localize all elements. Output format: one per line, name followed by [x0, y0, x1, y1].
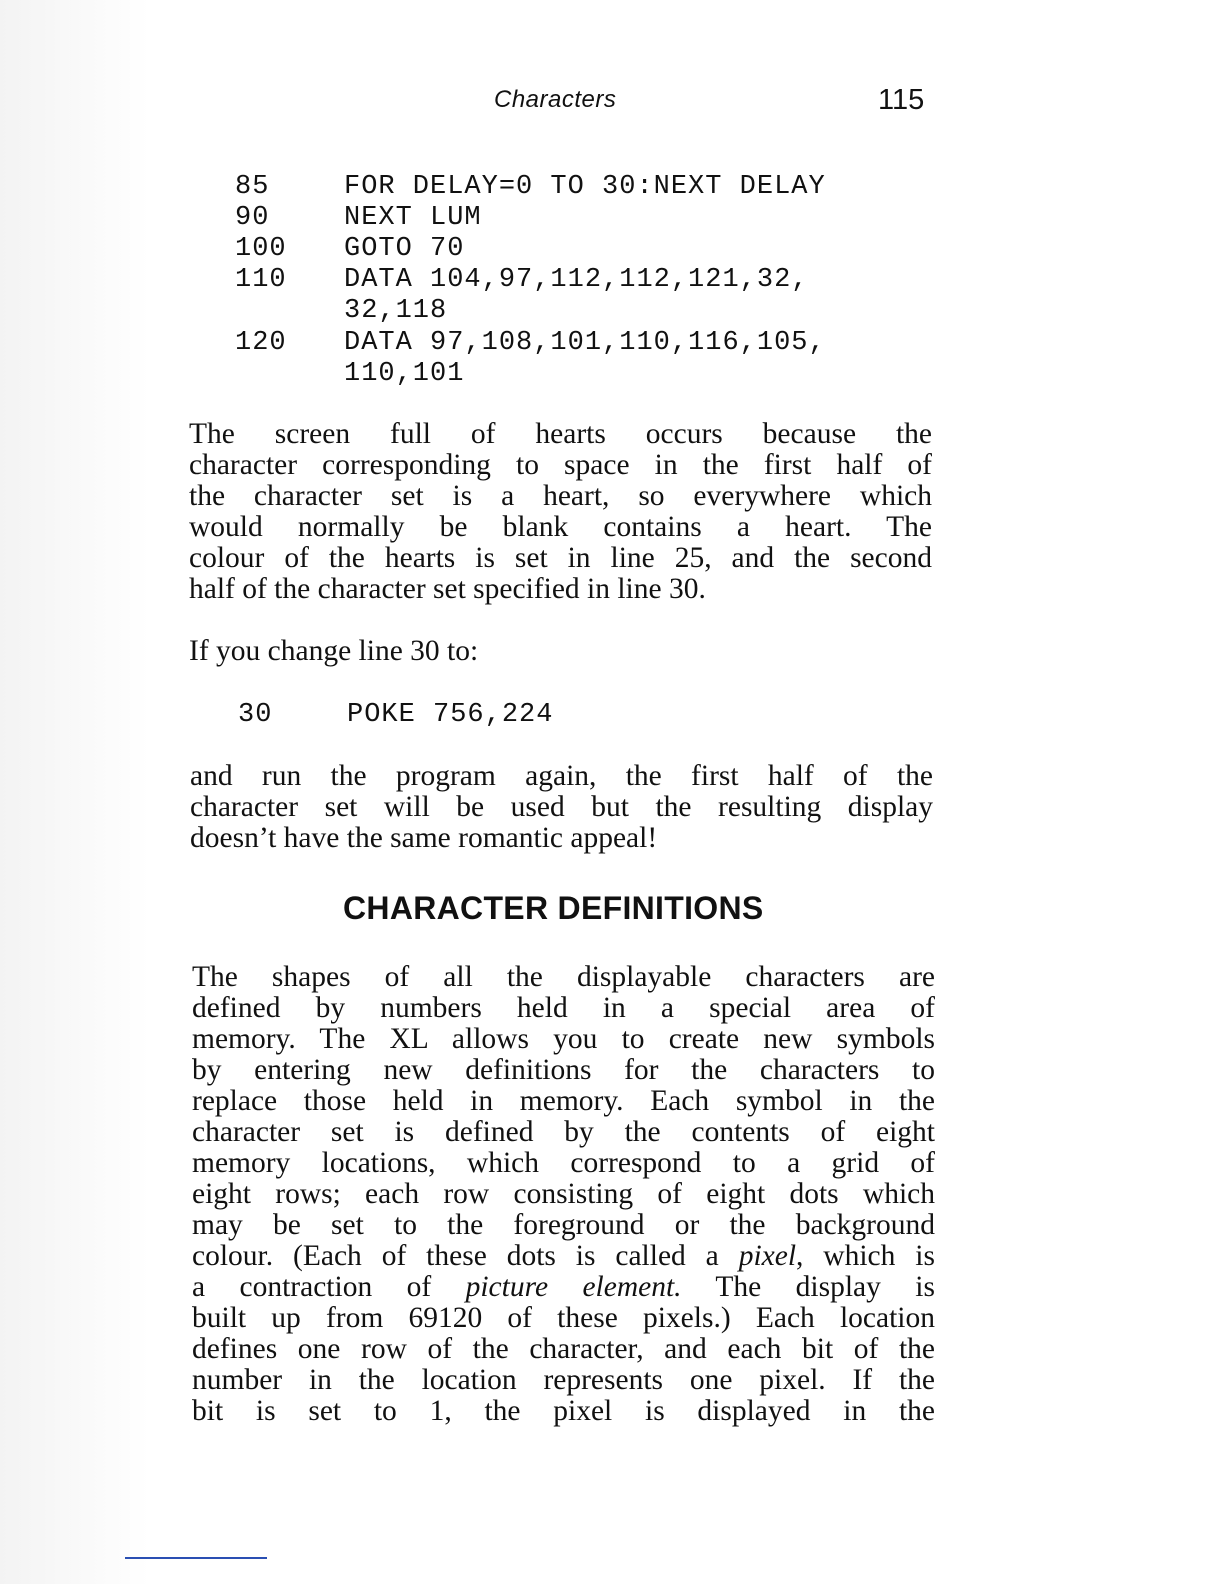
text-line: by entering new definitions for the characters to — [192, 1054, 935, 1086]
text-run: a contraction of — [192, 1271, 466, 1303]
line-number: 120 — [235, 328, 287, 358]
text-line: The shapes of all the displayable characters are — [192, 961, 935, 993]
line-number: 100 — [235, 234, 287, 264]
text-run: The display is — [681, 1271, 935, 1303]
text-line: character corresponding to space in the first half of — [189, 449, 932, 481]
text-line: may be set to the foreground or the background — [192, 1209, 935, 1241]
line-number: 90 — [235, 203, 270, 233]
code-text: FOR DELAY=0 TO 30:NEXT DELAY — [344, 172, 826, 202]
text-line: the character set is a heart, so everywhere which — [189, 480, 932, 512]
text-line — [192, 1241, 935, 1272]
text-line: The screen full of hearts occurs because the — [189, 418, 932, 450]
emphasis-pixel: pixel — [738, 1240, 797, 1272]
emphasis-picture-element: picture element. — [465, 1271, 682, 1303]
line-number: 30 — [238, 700, 273, 730]
line-number: 110 — [235, 265, 287, 295]
text-line: half of the character set specified in line 30. — [189, 573, 706, 605]
running-head: Characters — [494, 86, 617, 113]
code-text: DATA 97,108,101,110,116,105, — [344, 328, 826, 358]
code-text: GOTO 70 — [344, 234, 465, 264]
line-number: 85 — [235, 172, 270, 202]
text-line: would normally be blank contains a heart. The — [189, 511, 932, 543]
text-run: colour. (Each of these dots is called a — [192, 1240, 739, 1272]
text-line: defined by numbers held in a special area of — [192, 992, 935, 1024]
text-line: doesn’t have the same romantic appeal! — [190, 822, 658, 854]
text-line: defines one row of the character, and each bit of the — [192, 1333, 935, 1365]
text-line — [192, 1272, 935, 1303]
text-line: memory. The XL allows you to create new symbols — [192, 1023, 935, 1055]
code-text: DATA 104,97,112,112,121,32, — [344, 265, 809, 295]
text-run: , which is — [796, 1240, 935, 1272]
paragraph-change-line: If you change line 30 to: — [189, 635, 479, 667]
text-line: number in the location represents one pixel. If the — [192, 1364, 935, 1396]
section-heading: CHARACTER DEFINITIONS — [343, 890, 764, 926]
text-line: eight rows; each row consisting of eight dots which — [192, 1178, 935, 1210]
text-line: built up from 69120 of these pixels.) Each location — [192, 1302, 935, 1334]
text-line: colour of the hearts is set in line 25, and the second — [189, 542, 932, 574]
page-number: 115 — [878, 84, 925, 116]
code-text-continuation: 32,118 — [344, 296, 448, 326]
text-line: memory locations, which correspond to a grid of — [192, 1147, 935, 1179]
code-text: NEXT LUM — [344, 203, 482, 233]
paragraph-hearts-explanation — [189, 419, 932, 605]
code-text: POKE 756,224 — [347, 700, 554, 730]
paragraph-character-definitions — [192, 962, 935, 1427]
text-line: bit is set to 1, the pixel is displayed in the — [192, 1395, 935, 1427]
code-text-continuation: 110,101 — [344, 359, 465, 389]
text-line: character set will be used but the resulting display — [190, 791, 933, 823]
text-line: and run the program again, the first half of the — [190, 760, 933, 792]
text-line: replace those held in memory. Each symbol in the — [192, 1085, 935, 1117]
scan-margin-shade — [0, 0, 150, 1584]
paragraph-run-again — [190, 761, 933, 854]
text-line: character set is defined by the contents of eight — [192, 1116, 935, 1148]
footer-rule — [125, 1557, 267, 1559]
